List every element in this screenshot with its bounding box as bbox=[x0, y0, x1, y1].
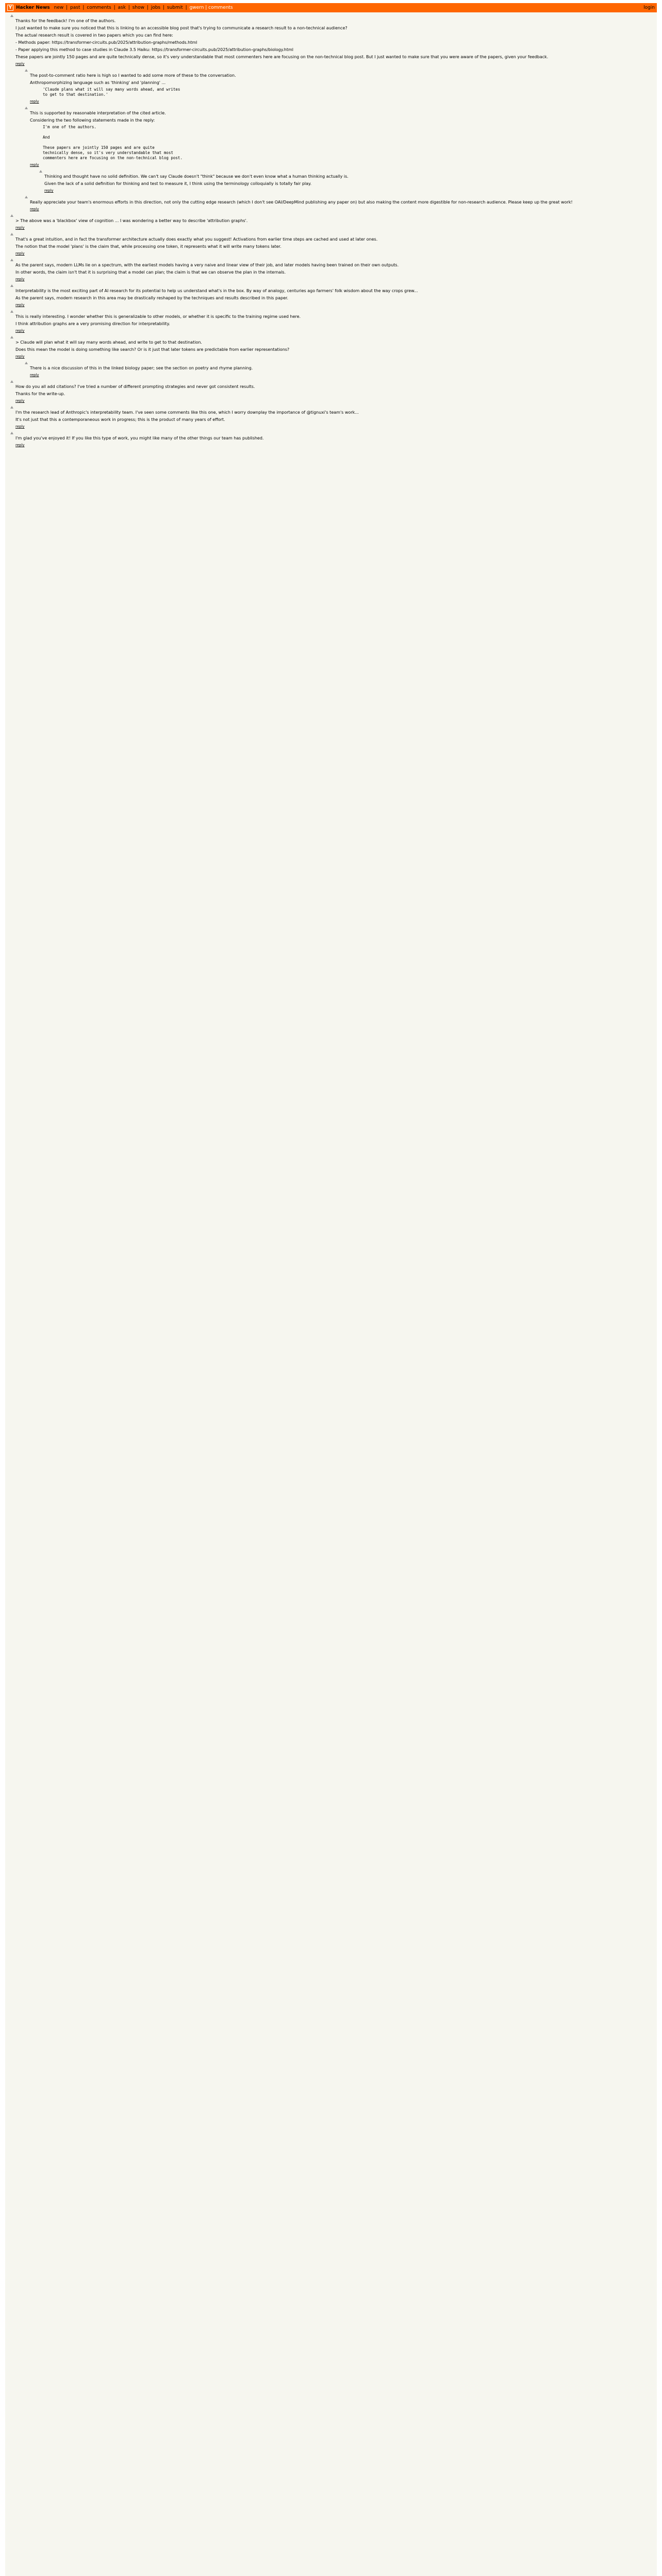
comment-paragraph: - Paper applying this method to case studies in Claude 3.5 Haiku: https://transformer-circuits.pub/2025/attribution-graphs/biology.html bbox=[15, 47, 294, 52]
comment-header bbox=[25, 362, 653, 364]
comment-body bbox=[30, 199, 653, 212]
upvote-arrow-icon[interactable] bbox=[10, 380, 13, 383]
comment-body bbox=[15, 218, 653, 231]
comment-paragraph: > The above was a 'blackbox' view of cognition ... I was wondering a better way to describe 'attribution graphs'. bbox=[15, 218, 248, 223]
comment bbox=[39, 170, 653, 194]
comment-paragraph: The actual research result is covered in two papers which you can find here: bbox=[15, 33, 173, 38]
comment-body bbox=[15, 384, 653, 404]
nav-comments[interactable]: comments bbox=[87, 5, 111, 10]
comment-paragraph: As the parent says, modern research in this area may be drastically reshaped by the techniques and results described in this paper. bbox=[15, 296, 289, 300]
comment-paragraph: Interpretability is the most exciting part of AI research for its potential to help us understand what's in the box. By way of analogy, centuries ago farmers' folk wisdom about the way crops grew... bbox=[15, 289, 418, 293]
comment bbox=[10, 310, 653, 334]
site-name[interactable]: Hacker News bbox=[16, 5, 50, 10]
comment-header bbox=[25, 69, 653, 72]
comment-paragraph: As the parent says, modern LLMs lie on a spectrum, with the earliest models having a very naive and linear view of their job, and later models having been trained on their own outputs. bbox=[15, 263, 399, 267]
reply-link[interactable]: reply bbox=[15, 399, 25, 403]
comment-header bbox=[39, 170, 653, 173]
reply-link[interactable]: reply bbox=[44, 189, 54, 193]
comment-header bbox=[10, 233, 653, 235]
comment-body bbox=[15, 18, 653, 67]
upvote-arrow-icon[interactable] bbox=[25, 107, 28, 109]
comment-paragraph: This is supported by reasonable interpretation of the cited article. bbox=[30, 111, 166, 115]
comment bbox=[10, 214, 653, 231]
reply-link[interactable]: reply bbox=[15, 62, 25, 66]
comment-header bbox=[10, 259, 653, 261]
comment-paragraph: Thinking and thought have no solid definition. We can't say Claude doesn't "think" because we don't even know what a human thinking actually is. bbox=[44, 174, 349, 179]
reply-link[interactable]: reply bbox=[30, 207, 39, 211]
comment-header bbox=[10, 380, 653, 383]
comment-paragraph: Thanks for the feedback! I'm one of the authors. bbox=[15, 19, 116, 23]
comment-paragraph: How do you all add citations? I've tried a number of different prompting strategies and never got consistent results. bbox=[15, 384, 255, 389]
comment bbox=[25, 196, 653, 212]
comment-header bbox=[10, 214, 653, 217]
comment-header bbox=[10, 14, 653, 17]
reply-link[interactable]: reply bbox=[15, 354, 25, 359]
comment bbox=[10, 336, 653, 360]
comment bbox=[10, 380, 653, 404]
comment-paragraph: I'm the research lead of Anthropic's interpretability team. I've seen some comments like this one, which I worry downplay the importance of @tignuxi's team's work... bbox=[15, 410, 359, 415]
comment bbox=[10, 233, 653, 257]
comment-paragraph: It's not just that this a contemporaneous work in progress; this is the product of many years of effort. bbox=[15, 417, 225, 422]
site-logo-icon[interactable]: Y bbox=[7, 5, 13, 11]
upvote-arrow-icon[interactable] bbox=[10, 336, 13, 338]
comment-paragraph: Anthropomorphizing language such as 'thinking' and 'planning' ... bbox=[30, 80, 166, 85]
comment-paragraph: Given the lack of a solid definition for thinking and test to measure it, I think using the terminology colloquially is totally fair play. bbox=[44, 181, 312, 186]
reply-link[interactable]: reply bbox=[15, 251, 25, 256]
nav-jobs[interactable]: jobs bbox=[151, 5, 161, 10]
comment bbox=[10, 14, 653, 67]
comment-paragraph: That's a great intuition, and in fact the transformer architecture actually does exactly what you suggest! Activations from earlier time steps are cached and used at later ones. bbox=[15, 237, 378, 242]
comment bbox=[10, 284, 653, 308]
reply-link[interactable]: reply bbox=[30, 99, 39, 104]
comment-paragraph: This is really interesting. I wonder whether this is generalizable to other models, or whether it is specific to the training regime used here. bbox=[15, 314, 301, 319]
upvote-arrow-icon[interactable] bbox=[10, 284, 13, 287]
comment-body bbox=[30, 365, 653, 378]
reply-link[interactable]: reply bbox=[30, 373, 39, 377]
reply-link[interactable]: reply bbox=[15, 277, 25, 281]
comment-header bbox=[25, 107, 653, 109]
nav-links: new | past | comments | ask | show | jobs | submit | gwern | comments bbox=[54, 5, 233, 10]
reply-link[interactable]: reply bbox=[15, 425, 25, 429]
comment-body bbox=[15, 340, 653, 360]
reply-link[interactable]: reply bbox=[30, 163, 39, 167]
comment-paragraph: - Methods paper: https://transformer-circuits.pub/2025/attribution-graphs/methods.html bbox=[15, 40, 197, 45]
comment bbox=[25, 362, 653, 378]
top-bar bbox=[5, 3, 657, 12]
comment-body bbox=[15, 288, 653, 308]
comment-body bbox=[15, 435, 653, 448]
comment-paragraph: I just wanted to make sure you noticed that this is linking to an accessible blog post that's trying to communicate a research result to a non-technical audience? bbox=[15, 26, 347, 30]
upvote-arrow-icon[interactable] bbox=[10, 14, 13, 17]
reply-link[interactable]: reply bbox=[15, 329, 25, 333]
comment-body bbox=[15, 236, 653, 257]
reply-link[interactable]: reply bbox=[15, 303, 25, 307]
upvote-arrow-icon[interactable] bbox=[25, 362, 28, 364]
comment-body bbox=[30, 73, 653, 105]
comment bbox=[25, 107, 653, 168]
upvote-arrow-icon[interactable] bbox=[10, 233, 13, 235]
comment-paragraph: In other words, the claim isn't that it is surprising that a model can plan; the claim is that we can observe the plan in the internals. bbox=[15, 270, 286, 275]
comment-paragraph: Thanks for the write-up. bbox=[15, 392, 65, 396]
comment-body bbox=[44, 174, 653, 194]
reply-link[interactable]: reply bbox=[15, 226, 25, 230]
nav-show[interactable]: show bbox=[132, 5, 144, 10]
comment-paragraph: I think attribution graphs are a very promising direction for interpretability. bbox=[15, 321, 170, 326]
nav-new[interactable]: new bbox=[54, 5, 64, 10]
page-frame bbox=[5, 3, 657, 2576]
upvote-arrow-icon[interactable] bbox=[10, 432, 13, 434]
upvote-arrow-icon[interactable] bbox=[39, 170, 42, 173]
upvote-arrow-icon[interactable] bbox=[10, 406, 13, 409]
login-link[interactable]: login bbox=[643, 5, 655, 10]
comment-paragraph: The post-to-comment ratio here is high so I wanted to add some more of these to the conversation. bbox=[30, 73, 236, 78]
nav-past[interactable]: past bbox=[70, 5, 80, 10]
code-quote: I'm one of the authors. And These papers are jointly 150 pages and are quite technically dense, so it's very understandable that most commenters here are focusing on the non-technical blog post. bbox=[43, 125, 183, 160]
comment-paragraph: Does this mean the model is doing something like search? Or is it just that later tokens are predictable from earlier representations? bbox=[15, 347, 290, 352]
comment-body bbox=[15, 262, 653, 282]
nav-ask[interactable]: ask bbox=[118, 5, 126, 10]
comment-header bbox=[10, 336, 653, 338]
comment bbox=[25, 69, 653, 105]
upvote-arrow-icon[interactable] bbox=[10, 214, 13, 217]
comment bbox=[10, 406, 653, 430]
comment-body bbox=[30, 110, 653, 168]
comment-header bbox=[10, 432, 653, 434]
comment-paragraph: These papers are jointly 150 pages and are quite technically dense, so it's very understandable that most commenters here are focusing on the non-technical blog post. But I just wanted to make sure that you were aware of the papers, given your feedback. bbox=[15, 55, 549, 59]
comment-paragraph: There is a nice discussion of this in the linked biology paper; see the section on poetry and rhyme planning. bbox=[30, 366, 253, 370]
comment-paragraph: I'm glad you've enjoyed it! If you like this type of work, you might like many of the other things our team has published. bbox=[15, 436, 264, 440]
reply-link[interactable]: reply bbox=[15, 443, 25, 447]
comment-header bbox=[10, 406, 653, 409]
upvote-arrow-icon[interactable] bbox=[10, 259, 13, 261]
comment-thread bbox=[5, 12, 657, 448]
comment-header bbox=[10, 284, 653, 287]
nav-active-user[interactable]: gwern | comments bbox=[189, 5, 233, 10]
comment-body bbox=[15, 314, 653, 334]
comment-header bbox=[10, 310, 653, 313]
comment bbox=[10, 432, 653, 448]
comment-header bbox=[25, 196, 653, 198]
comment-paragraph: Considering the two following statements made in the reply: bbox=[30, 118, 155, 123]
comment-paragraph: > Claude will plan what it will say many words ahead, and write to get to that destination. bbox=[15, 340, 202, 345]
comment-body bbox=[15, 410, 653, 430]
upvote-arrow-icon[interactable] bbox=[10, 310, 13, 313]
upvote-arrow-icon[interactable] bbox=[25, 196, 28, 198]
nav-submit[interactable]: submit bbox=[167, 5, 183, 10]
comment-paragraph: Really appreciate your team's enormous efforts in this direction, not only the cutting edge research (which I don't see OAI/DeepMind publishing any paper on) but also making the content more digestible for non-research audience. Please keep up the great work! bbox=[30, 200, 573, 205]
code-quote: 'Claude plans what it will say many words ahead, and writes to get to that destination.' bbox=[43, 87, 180, 97]
upvote-arrow-icon[interactable] bbox=[25, 69, 28, 72]
comment bbox=[10, 259, 653, 282]
comment-paragraph: The notion that the model 'plans' is the claim that, while processing one token, it represents what it will write many tokens later. bbox=[15, 244, 282, 249]
